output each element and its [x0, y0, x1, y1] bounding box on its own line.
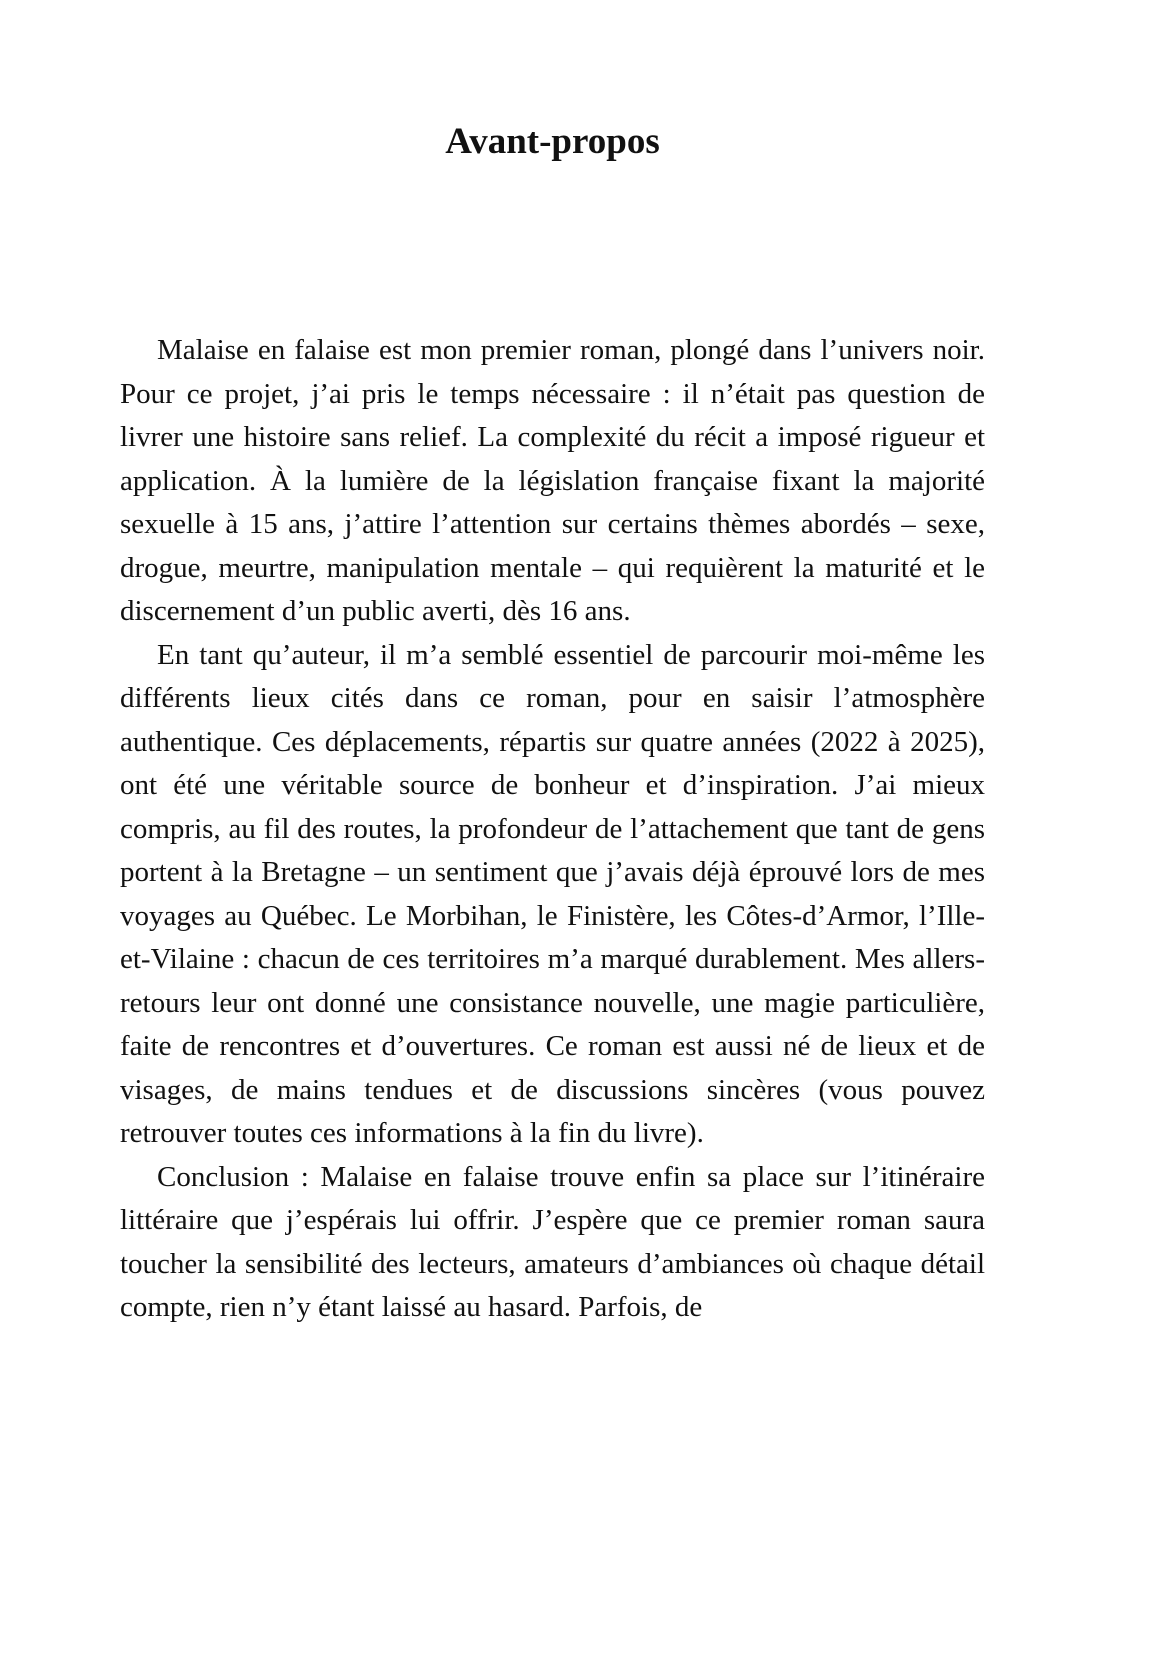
paragraph-3: Conclusion : Malaise en falaise trouve enfin sa place sur l’itinéraire littéraire que j’espérais lui offrir. J’espère que ce premier roman saura toucher la sensibilité des lecteurs, amateurs d’ambiances où chaque détail compte, rien n’y étant laissé au hasard. Parfois, de	[120, 1160, 985, 1323]
body-text	[120, 329, 985, 1330]
paragraph-1: Malaise en falaise est mon premier roman, plongé dans l’univers noir. Pour ce projet, j’ai pris le temps nécessaire : il n’était pas question de livrer une histoire sans relief. La complexité du récit a imposé rigueur et application. À la lumière de la législation française fixant la majorité sexuelle à 15 ans, j’attire l’attention sur certains thèmes abordés – sexe, drogue, meurtre, manipulation mentale – qui requièrent la maturité et le discernement d’un public averti, dès 16 ans.	[120, 334, 985, 627]
page-title: Avant-propos	[445, 121, 660, 162]
paragraph-2: En tant qu’auteur, il m’a semblé essentiel de parcourir moi-même les différents lieux cités dans ce roman, pour en saisir l’atmosphère authentique. Ces déplacements, répartis sur quatre années (2022 à 2025), ont été une véritable source de bonheur et d’inspiration. J’ai mieux compris, au fil des routes, la profondeur de l’attachement que tant de gens portent à la Bretagne – un sentiment que j’avais déjà éprouvé lors de mes voyages au Québec. Le Morbihan, le Finistère, les Côtes-d’Armor, l’Ille-et-Vilaine : chacun de ces territoires m’a marqué durablement. Mes allers-retours leur ont donné une consistance nouvelle, une magie particulière, faite de rencontres et d’ouvertures. Ce roman est aussi né de lieux et de visages, de mains tendues et de discussions sincères (vous pouvez retrouver toutes ces informations à la fin du livre).	[120, 638, 985, 1149]
